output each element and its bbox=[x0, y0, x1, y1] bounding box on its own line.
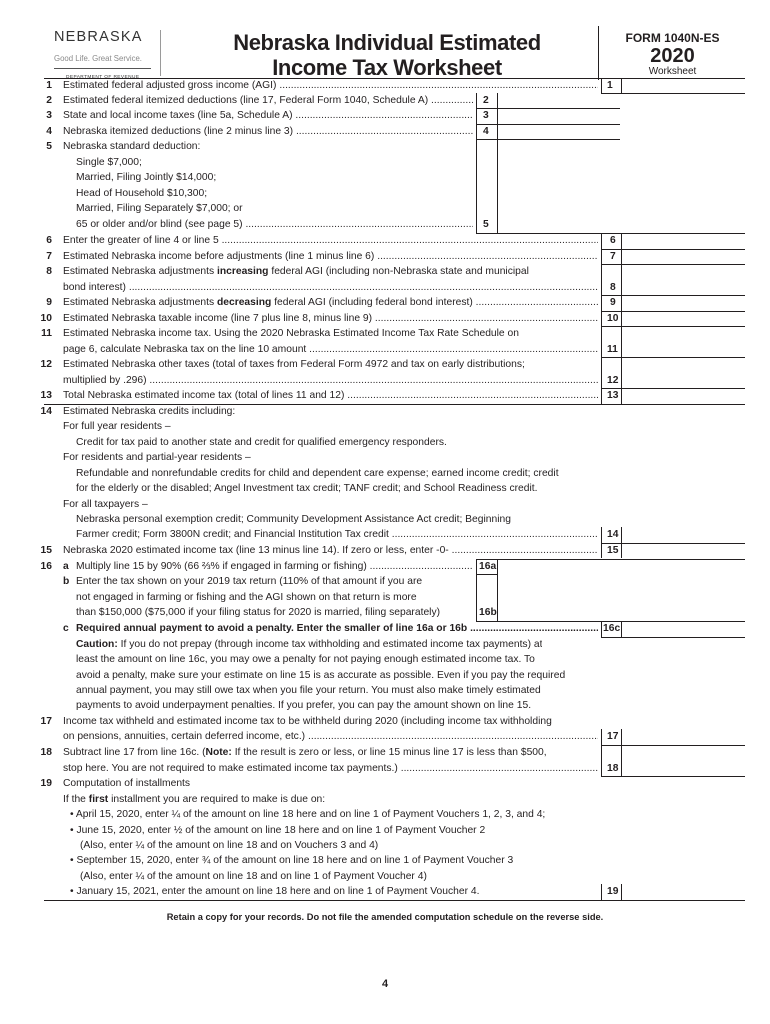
line-16a-text: Multiply line 15 by 90% (66 ⅔% if engaged in farming or fishing) ..... bbox=[76, 559, 473, 575]
line-19-first-bold: first bbox=[88, 794, 109, 805]
rule-2 bbox=[476, 108, 620, 109]
line-18-box-label: 18 bbox=[607, 763, 619, 774]
inner-col-left bbox=[476, 93, 477, 233]
line-15-number: 15 bbox=[40, 545, 52, 556]
line-10-box-label: 10 bbox=[607, 313, 619, 324]
amount-col-divider-2 bbox=[621, 233, 622, 404]
line-16a-box-label: 16a bbox=[479, 561, 497, 572]
line-14-partial: For residents and partial-year residents – bbox=[63, 452, 251, 463]
rule-8 bbox=[601, 295, 745, 296]
rule-7 bbox=[601, 264, 745, 265]
line-14-all-a: Nebraska personal exemption credit; Community Development Assistance Act credit; Beginning bbox=[76, 514, 511, 525]
line-18-text bbox=[63, 745, 547, 761]
line-6-box-label: 6 bbox=[610, 235, 616, 246]
rule-12 bbox=[601, 388, 745, 389]
line-9-text-a: Estimated Nebraska adjustments bbox=[63, 297, 217, 308]
line-16b-text-1: Enter the tax shown on your 2019 tax return (110% of that amount if you are bbox=[76, 576, 423, 587]
line-3-box-label: 3 bbox=[483, 110, 489, 121]
caution-text-1: If you do not prepay (through income tax withholding and estimated income tax payments) at bbox=[117, 639, 543, 650]
line-16b-letter: b bbox=[63, 576, 70, 587]
line-18-text-c: stop here. You are not required to make estimated income tax payments.) ..... bbox=[63, 761, 598, 777]
caution-line-5: payments to avoid underpayment penalties. If you prefer, you can pay the amount shown on line 15. bbox=[76, 700, 532, 711]
header-divider bbox=[160, 30, 161, 76]
amount-col-left-6 bbox=[601, 884, 602, 900]
amount-col-divider-1 bbox=[621, 78, 622, 93]
rule-17 bbox=[601, 745, 745, 746]
amount-col-divider-6 bbox=[621, 884, 622, 900]
line-5-single: Single $7,000; bbox=[76, 157, 142, 168]
line-19-bullet-2b: (Also, enter ¼ of the amount on line 18 and on Vouchers 3 and 4) bbox=[80, 840, 379, 851]
line-6-number: 6 bbox=[46, 235, 52, 246]
form-number: FORM 1040N-ES bbox=[625, 31, 720, 45]
line-19-bullet-3b: (Also, enter ¼ of the amount on line 18 and on line 1 of Payment Voucher 4) bbox=[80, 871, 427, 882]
line-9-text-bold: decreasing bbox=[216, 297, 272, 308]
line-13-text: Total Nebraska estimated income tax (total of lines 11 and 12) ..... bbox=[63, 388, 598, 404]
line-16c-text: Required annual payment to avoid a penalty. Enter the smaller of line 16a or 16b ..... bbox=[76, 621, 598, 637]
line-14-full-year: For full year residents – bbox=[63, 421, 171, 432]
line-14-all-b: Farmer credit; Form 3800N credit; and Financial Institution Tax credit ..... bbox=[76, 527, 598, 543]
line-8-box-label: 8 bbox=[610, 282, 616, 293]
line-7-number: 7 bbox=[46, 251, 52, 262]
rule-15 bbox=[476, 559, 745, 560]
line-11-box-label: 11 bbox=[607, 344, 618, 355]
title-line-1: Nebraska Individual Estimated bbox=[233, 30, 541, 55]
line-5-box-label: 5 bbox=[483, 219, 489, 230]
line-14-text: Estimated Nebraska credits including: bbox=[63, 406, 236, 417]
line-19-first-b: installment you are required to make is due on: bbox=[108, 794, 326, 805]
rule-16c bbox=[601, 637, 745, 638]
line-18-text-a: Subtract line 17 from line 16c. ( bbox=[63, 747, 206, 758]
caution-line-1 bbox=[76, 637, 542, 653]
line-17-text-b: on pensions, annuities, certain deferred income, etc.) ..... bbox=[63, 729, 598, 745]
amount-col-left-4 bbox=[601, 621, 602, 637]
rule-6 bbox=[601, 249, 745, 250]
page-number: 4 bbox=[381, 978, 389, 990]
rule-18 bbox=[601, 776, 745, 777]
line-17-box-label: 17 bbox=[607, 731, 619, 742]
line-19-number: 19 bbox=[40, 778, 52, 789]
line-19-bullet-4: • January 15, 2021, enter the amount on line 18 here and on line 1 of Payment Voucher 4. bbox=[70, 886, 480, 897]
line-19-bullet-2: • June 15, 2020, enter ½ of the amount on line 18 here and on line 1 of Payment Voucher 2 bbox=[70, 825, 486, 836]
line-8-number: 8 bbox=[46, 266, 52, 277]
rule-1 bbox=[601, 93, 745, 94]
logo-tagline: Good Life. Great Service. bbox=[54, 54, 142, 63]
line-7-box-label: 7 bbox=[610, 251, 616, 262]
line-3-number: 3 bbox=[46, 110, 52, 121]
rule-10 bbox=[601, 326, 745, 327]
line-8-text-bold: increasing bbox=[216, 266, 269, 277]
logo-name: NEBRASKA bbox=[54, 29, 143, 45]
line-8-text-b: federal AGI (including non-Nebraska state and municipal bbox=[268, 266, 529, 277]
line-18-note-label: Note: bbox=[205, 747, 232, 758]
line-18-number: 18 bbox=[40, 747, 52, 758]
line-15-text: Nebraska 2020 estimated income tax (line 13 minus line 14). If zero or less, enter -0- ..... bbox=[63, 543, 598, 559]
line-1-text: Estimated federal adjusted gross income (AGI) ..... bbox=[63, 78, 598, 94]
line-8-text bbox=[63, 264, 529, 280]
line-8-text-c: bond interest) ..... bbox=[63, 280, 598, 296]
line-11-text-b: page 6, calculate Nebraska tax on the line 10 amount ..... bbox=[63, 342, 598, 358]
line-14-all: For all taxpayers – bbox=[63, 499, 148, 510]
line-12-box-label: 12 bbox=[607, 375, 619, 386]
line-14-box-label: 14 bbox=[607, 529, 619, 540]
line-9-number: 9 bbox=[46, 297, 52, 308]
rule-4 bbox=[476, 139, 620, 140]
line-7-text: Estimated Nebraska income before adjustments (line 1 minus line 6) ..... bbox=[63, 249, 598, 265]
line-15-box-label: 15 bbox=[607, 545, 619, 556]
rule-11 bbox=[601, 357, 745, 358]
line-13-box-label: 13 bbox=[607, 390, 619, 401]
form-subtitle: Worksheet bbox=[648, 66, 697, 77]
line-5-number: 5 bbox=[46, 141, 52, 152]
line-19-first bbox=[63, 792, 325, 808]
rule-9 bbox=[601, 311, 745, 312]
line-17-number: 17 bbox=[40, 716, 52, 727]
line-19-bullet-3: • September 15, 2020, enter ¾ of the amount on line 18 here and on line 1 of Payment Voucher 3 bbox=[70, 855, 514, 866]
line-12-text-a: Estimated Nebraska other taxes (total of taxes from Federal Form 4972 and tax on early distributions; bbox=[63, 359, 525, 370]
line-19-text: Computation of installments bbox=[63, 778, 191, 789]
line-16b-text-3: than $150,000 ($75,000 if your filing status for 2020 is married, filing separately) bbox=[76, 607, 441, 618]
line-2-number: 2 bbox=[46, 95, 52, 106]
line-10-text: Estimated Nebraska taxable income (line 7 plus line 8, minus line 9) ..... bbox=[63, 311, 598, 327]
line-18-text-b: If the result is zero or less, or line 15 minus line 17 is less than $500, bbox=[231, 747, 547, 758]
amount-col-left-5 bbox=[601, 729, 602, 777]
caution-line-3: avoid a penalty, make sure your estimate on line 15 is as accurate as possible. Even if you pay the required bbox=[76, 670, 566, 681]
line-2-box-label: 2 bbox=[483, 95, 489, 106]
caution-label: Caution: bbox=[76, 639, 118, 650]
line-11-number: 11 bbox=[41, 328, 52, 339]
form-year: 2020 bbox=[650, 45, 695, 67]
logo-dept: DEPARTMENT OF REVENUE bbox=[66, 75, 140, 80]
line-16b-box-label: 16b bbox=[479, 607, 497, 618]
line-8-text-a: Estimated Nebraska adjustments bbox=[63, 266, 217, 277]
line-17-text-a: Income tax withheld and estimated income tax to be withheld during 2020 (including income tax withholding bbox=[63, 716, 552, 727]
inner-col16-left bbox=[476, 559, 477, 621]
line-11-text-a: Estimated Nebraska income tax. Using the 2020 Nebraska Estimated Income Tax Rate Schedule on bbox=[63, 328, 519, 339]
nebraska-logo bbox=[44, 30, 160, 78]
line-1-box-label: 1 bbox=[607, 80, 613, 91]
line-16-number: 16 bbox=[40, 561, 52, 572]
line-16c-letter: c bbox=[63, 623, 69, 634]
rule-14 bbox=[601, 543, 745, 544]
line-16c-box-label: 16c bbox=[603, 623, 621, 634]
form-id-box bbox=[598, 26, 745, 80]
line-14-partial-a: Refundable and nonrefundable credits for child and dependent care expense; earned income credit; credit bbox=[76, 468, 559, 479]
line-4-text: Nebraska itemized deductions (line 2 minus line 3) ..... bbox=[63, 124, 473, 140]
line-13-number: 13 bbox=[40, 390, 52, 401]
line-19-first-a: If the bbox=[63, 794, 89, 805]
inner-col16-divider bbox=[497, 559, 498, 621]
line-9-box-label: 9 bbox=[610, 297, 616, 308]
rule-3 bbox=[476, 124, 620, 125]
line-14-full-year-detail: Credit for tax paid to another state and credit for qualified emergency responders. bbox=[76, 437, 447, 448]
logo-rule bbox=[54, 68, 151, 69]
line-6-text: Enter the greater of line 4 or line 5 ..... bbox=[63, 233, 598, 249]
line-3-text: State and local income taxes (line 5a, Schedule A) ..... bbox=[63, 108, 473, 124]
line-10-number: 10 bbox=[40, 313, 52, 324]
line-2-text: Estimated federal itemized deductions (line 17, Federal Form 1040, Schedule A) ..... bbox=[63, 93, 473, 109]
line-1-number: 1 bbox=[46, 80, 52, 91]
inner-col-divider bbox=[497, 93, 498, 233]
line-12-text-b: multiplied by .296) ..... bbox=[63, 373, 598, 389]
retain-note: Retain a copy for your records. Do not file the amended computation schedule on the reverse side. bbox=[166, 912, 604, 922]
line-5-mfj: Married, Filing Jointly $14,000; bbox=[76, 172, 217, 183]
line-9-text-b: federal AGI (including federal bond interest) ..... bbox=[271, 297, 598, 308]
amount-col-divider-4 bbox=[621, 621, 622, 637]
line-5-hoh: Head of Household $10,300; bbox=[76, 188, 208, 199]
caution-line-2: least the amount on line 16c, you may owe a penalty for not paying enough estimated income tax. To bbox=[76, 654, 535, 665]
line-16a-letter: a bbox=[63, 561, 69, 572]
page-title bbox=[182, 30, 592, 80]
line-9-text bbox=[63, 295, 598, 311]
line-5-older: 65 or older and/or blind (see page 5) ..... bbox=[76, 217, 473, 233]
line-4-box-label: 4 bbox=[483, 126, 489, 137]
amount-col-divider-5 bbox=[621, 729, 622, 777]
line-14-number: 14 bbox=[40, 406, 52, 417]
line-5-text: Nebraska standard deduction: bbox=[63, 141, 201, 152]
line-16b-text-2: not engaged in farming or fishing and the AGI shown on that return is more bbox=[76, 592, 417, 603]
line-14-partial-b: for the elderly or the disabled; Angel Investment tax credit; TANF credit; and School Readiness credit. bbox=[76, 483, 538, 494]
caution-line-4: annual payment, you may still owe tax when you file your return. You must also make timely estimated bbox=[76, 685, 541, 696]
amount-col-left-2 bbox=[601, 233, 602, 404]
amount-col-left-1 bbox=[601, 78, 602, 93]
line-19-box-label: 19 bbox=[607, 886, 619, 897]
worksheet-bottom-rule bbox=[44, 900, 745, 901]
title-line-2: Income Tax Worksheet bbox=[272, 55, 502, 80]
line-4-number: 4 bbox=[46, 126, 52, 137]
line-12-number: 12 bbox=[40, 359, 52, 370]
line-19-bullet-1: • April 15, 2020, enter ¼ of the amount on line 18 here and on line 1 of Payment Vouchers 1, 2, 3, and 4; bbox=[70, 809, 546, 820]
line-5-mfs: Married, Filing Separately $7,000; or bbox=[76, 203, 243, 214]
